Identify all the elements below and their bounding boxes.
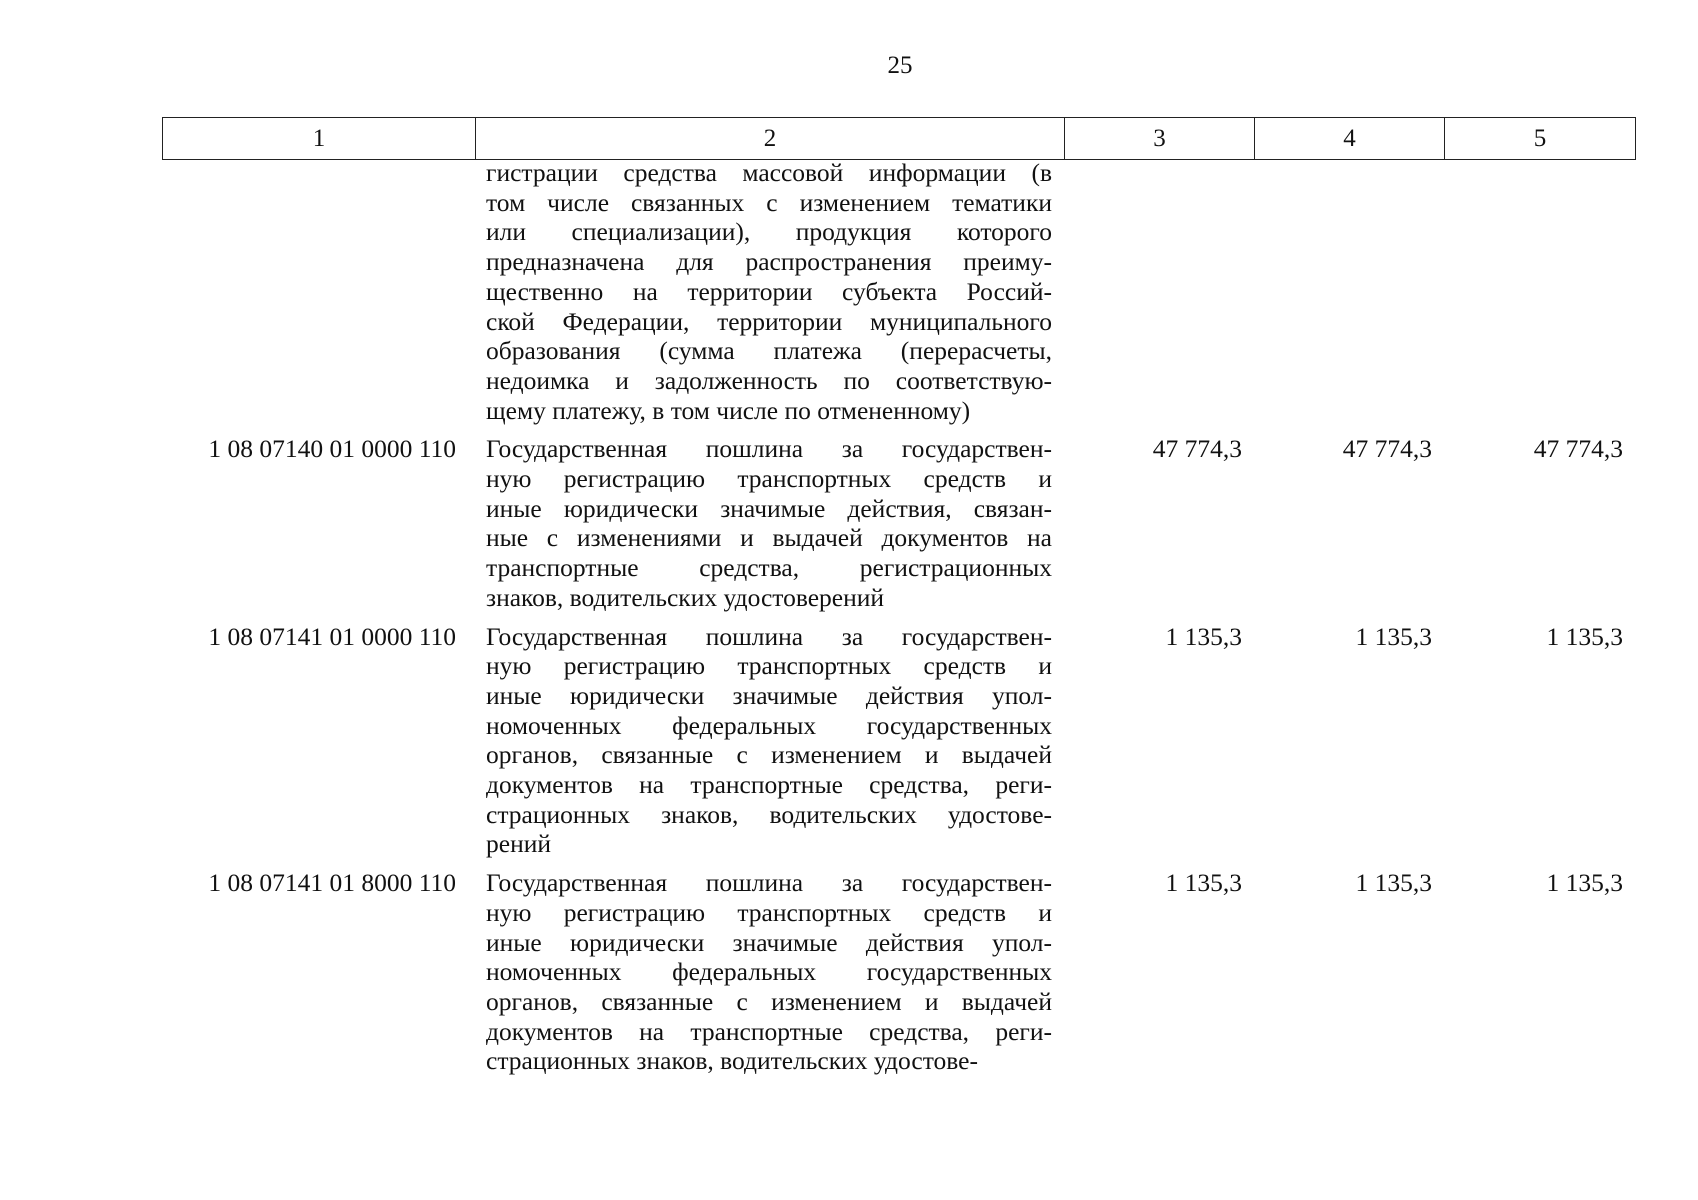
amount-col3: 1 135,3 bbox=[1165, 868, 1242, 898]
budget-code bbox=[162, 158, 475, 434]
amount-col5 bbox=[1444, 158, 1635, 434]
table-row bbox=[162, 434, 1635, 621]
description-line: транспортные средства, регистрационных bbox=[486, 553, 1052, 583]
amount-col4: 1 135,3 bbox=[1355, 868, 1432, 898]
column-header-row bbox=[162, 117, 1636, 160]
description-line: ную регистрацию транспортных средств и bbox=[486, 464, 1052, 494]
description-line: страционных знаков, водительских удостове- bbox=[486, 799, 1052, 829]
amount-col5: 1 135,3 bbox=[1546, 621, 1623, 651]
amount-col5: 47 774,3 bbox=[1533, 434, 1623, 464]
budget-table bbox=[162, 158, 1635, 1085]
description-line: номоченных федеральных государственных bbox=[486, 957, 1052, 987]
column-header-1: 1 bbox=[163, 118, 476, 160]
amount-col3: 1 135,3 bbox=[1165, 621, 1242, 651]
amount-col4: 47 774,3 bbox=[1342, 434, 1432, 464]
table-row bbox=[162, 868, 1635, 1085]
income-description bbox=[475, 622, 1064, 869]
amount-col3 bbox=[1064, 158, 1254, 434]
description-line: ской Федерации, территории муниципального bbox=[486, 306, 1052, 336]
description-line: предназначена для распространения преиму- bbox=[486, 247, 1052, 277]
description-line: или специализации), продукция которого bbox=[486, 217, 1052, 247]
description-line: ную регистрацию транспортных средств и bbox=[486, 651, 1052, 681]
description-line: документов на транспортные средства, реги- bbox=[486, 1016, 1052, 1046]
income-description bbox=[475, 158, 1064, 434]
description-line: знаков, водительских удостоверений bbox=[486, 582, 885, 612]
budget-code: 1 08 07141 01 0000 110 bbox=[208, 621, 456, 651]
amount-col4: 1 135,3 bbox=[1355, 621, 1432, 651]
column-header-5: 5 bbox=[1445, 118, 1636, 160]
description-line: страционных знаков, водительских удостове- bbox=[486, 1046, 978, 1076]
description-line: рений bbox=[486, 829, 552, 859]
description-line: гистрации средства массовой информации (в bbox=[486, 158, 1052, 187]
table-row bbox=[162, 622, 1635, 869]
table-row bbox=[162, 158, 1635, 434]
description-line: иные юридически значимые действия упол- bbox=[486, 927, 1052, 957]
description-line: Государственная пошлина за государствен- bbox=[486, 621, 1052, 651]
description-line: щественно на территории субъекта Россий- bbox=[486, 276, 1052, 306]
amount-col5: 1 135,3 bbox=[1546, 868, 1623, 898]
column-header-2: 2 bbox=[476, 118, 1065, 160]
description-line: документов на транспортные средства, реги- bbox=[486, 770, 1052, 800]
column-header-3: 3 bbox=[1065, 118, 1255, 160]
budget-code: 1 08 07140 01 0000 110 bbox=[208, 434, 456, 464]
income-description bbox=[475, 434, 1064, 621]
amount-col3: 47 774,3 bbox=[1152, 434, 1242, 464]
description-line: том числе связанных с изменением тематики bbox=[486, 187, 1052, 217]
description-line: номоченных федеральных государственных bbox=[486, 710, 1052, 740]
budget-code: 1 08 07141 01 8000 110 bbox=[208, 868, 456, 898]
description-line: ную регистрацию транспортных средств и bbox=[486, 897, 1052, 927]
description-line: Государственная пошлина за государствен- bbox=[486, 434, 1052, 464]
description-line: Государственная пошлина за государствен- bbox=[486, 868, 1052, 898]
description-line: органов, связанные с изменением и выдачей bbox=[486, 740, 1052, 770]
description-line: щему платежу, в том числе по отмененному) bbox=[486, 395, 971, 425]
description-line: образования (сумма платежа (перерасчеты, bbox=[486, 336, 1052, 366]
description-line: органов, связанные с изменением и выдачей bbox=[486, 986, 1052, 1016]
description-line: иные юридически значимые действия упол- bbox=[486, 680, 1052, 710]
description-line: недоимка и задолженность по соответствую- bbox=[486, 365, 1052, 395]
description-line: иные юридически значимые действия, связан- bbox=[486, 493, 1052, 523]
income-description bbox=[475, 868, 1064, 1085]
page-number: 25 bbox=[887, 52, 913, 79]
amount-col4 bbox=[1254, 158, 1444, 434]
description-line: ные с изменениями и выдачей документов на bbox=[486, 523, 1052, 553]
column-header-4: 4 bbox=[1255, 118, 1445, 160]
